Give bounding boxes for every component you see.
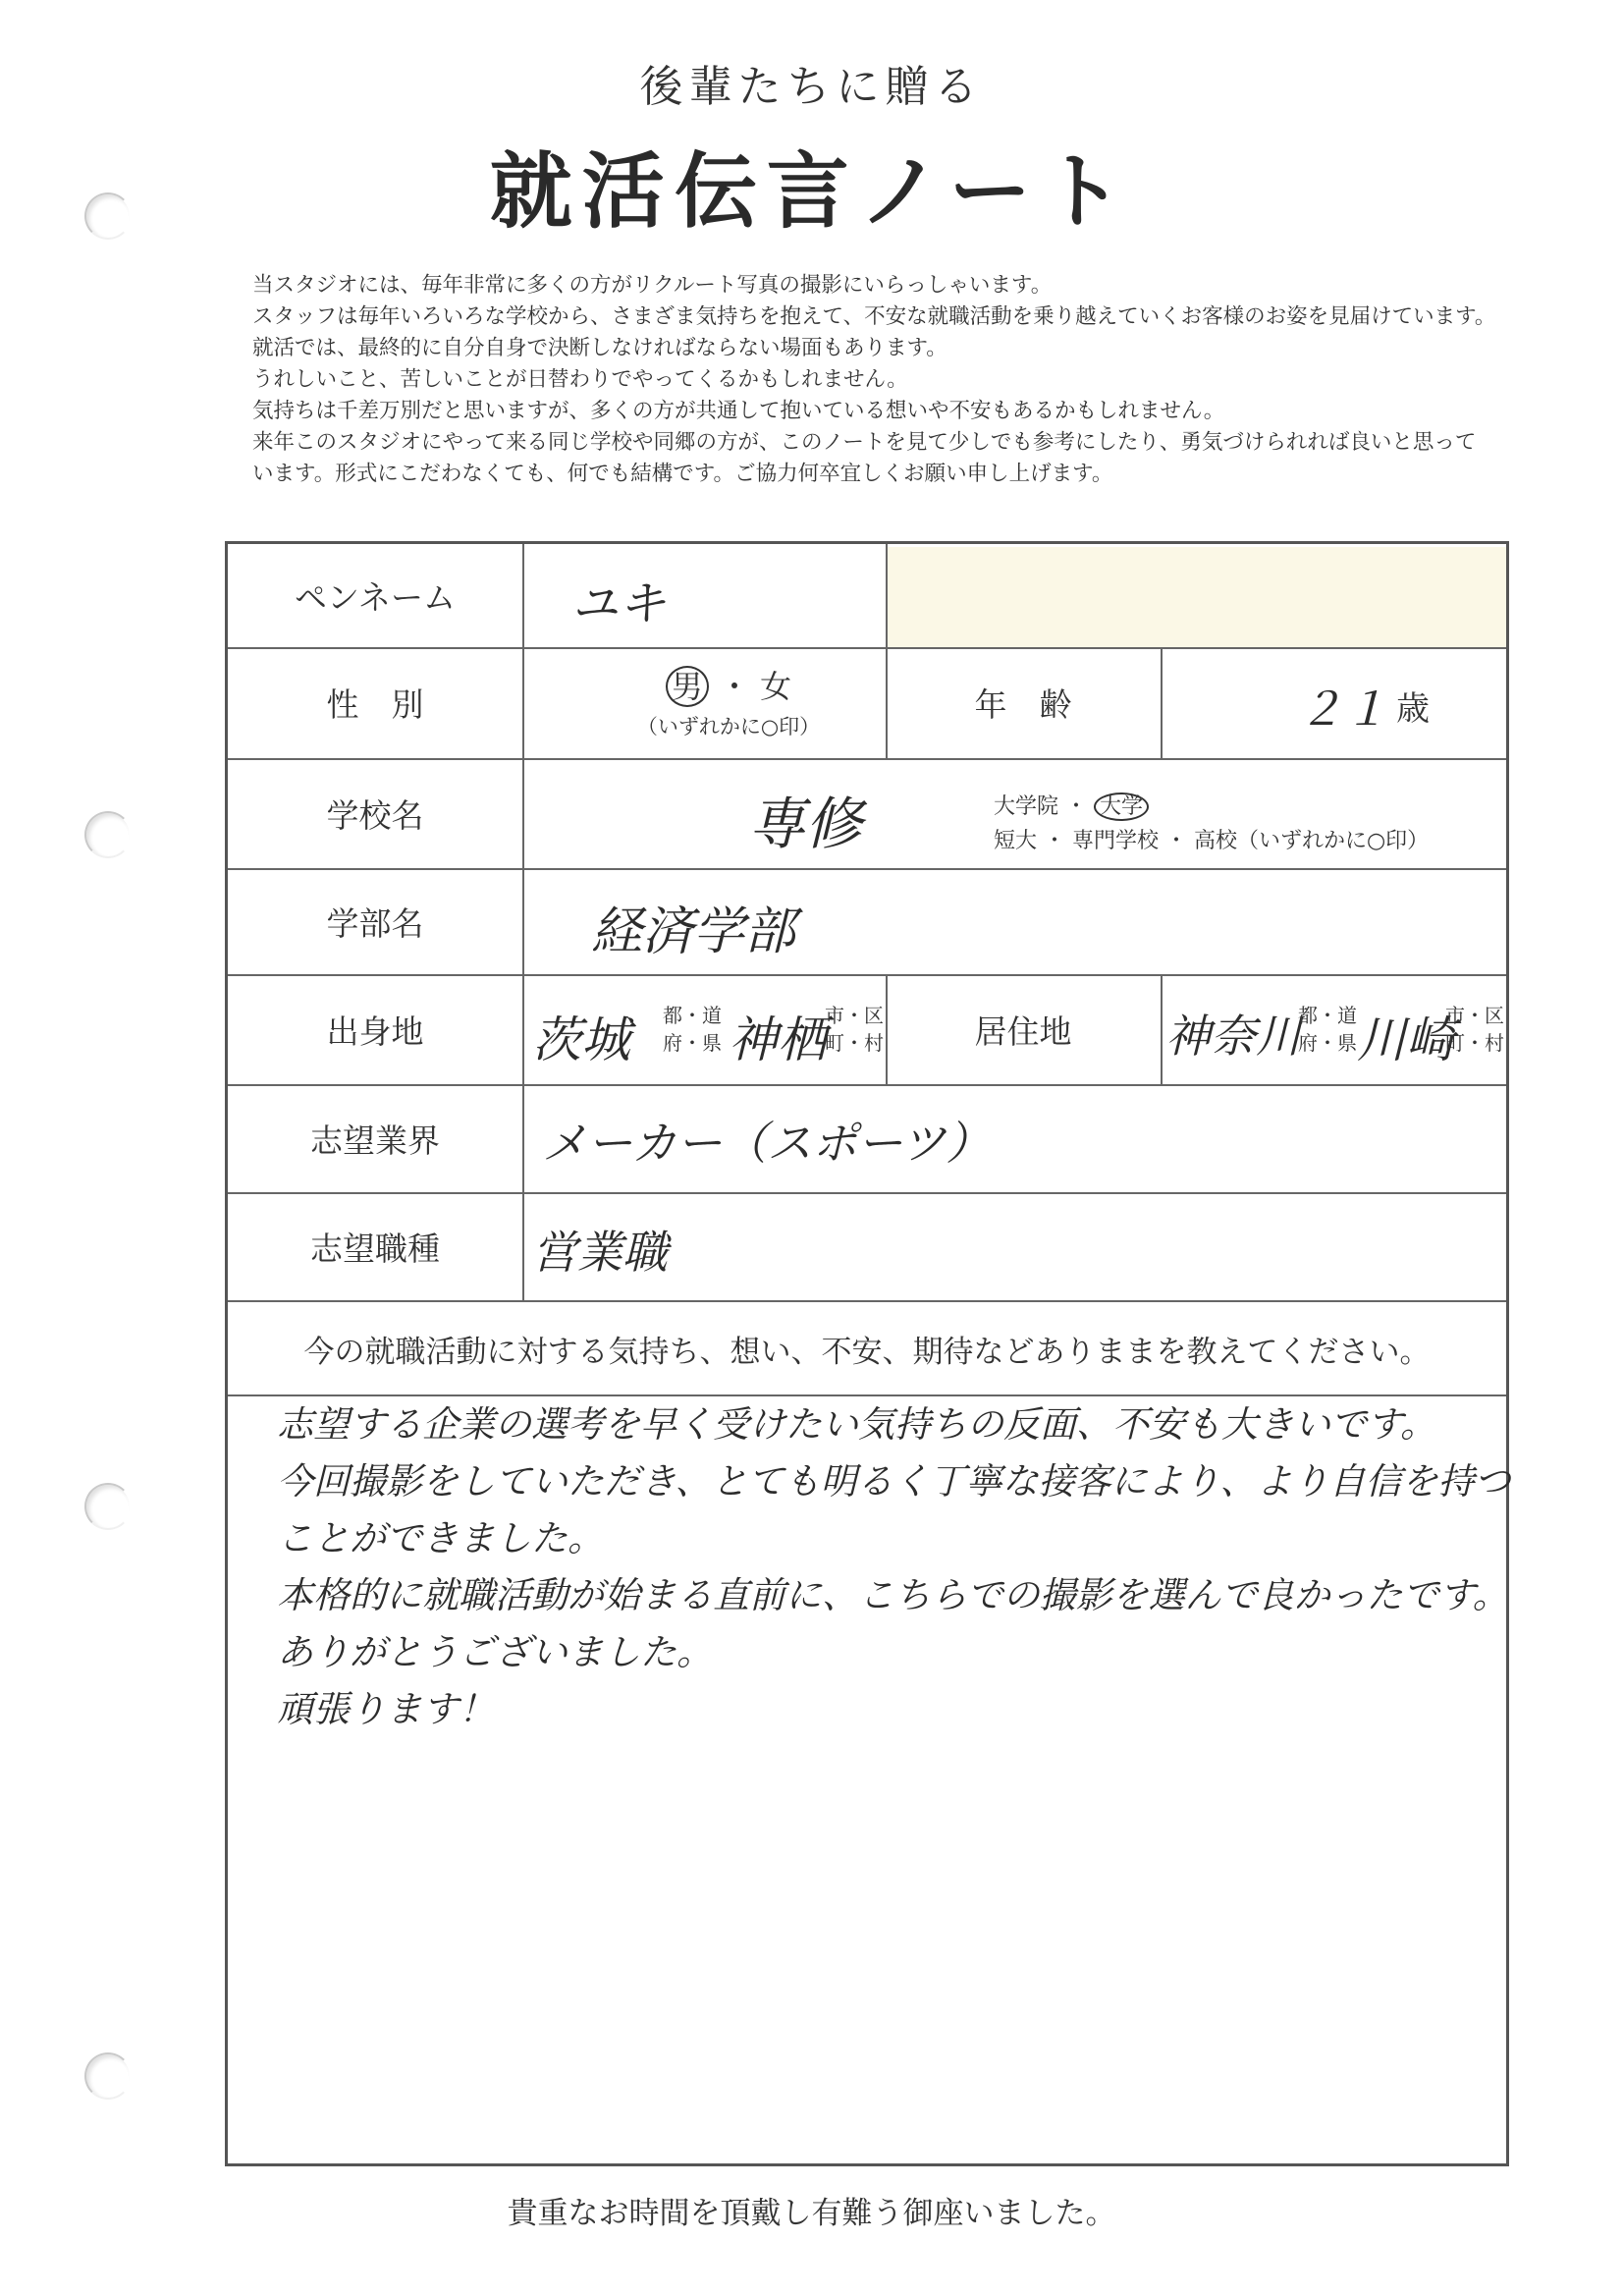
faculty-label: 学部名	[326, 903, 424, 943]
binder-hole-4	[84, 2052, 132, 2100]
pref-suffix-bottom: 府・県	[1298, 1031, 1357, 1055]
binder-hole-2	[84, 811, 132, 858]
answer-line: ことができました。	[277, 1517, 604, 1559]
hometown-label: 出身地	[326, 1011, 424, 1051]
gender-note: （いずれかに○印）	[636, 715, 821, 738]
column-divider	[1161, 647, 1163, 758]
age-value: ２１	[1298, 683, 1388, 736]
feelings-answer	[277, 1396, 1511, 1738]
blank-highlight-cell	[886, 547, 1506, 647]
intro-line: 来年このスタジオにやって来る同じ学校や同郷の方が、このノートを見て少しでも参考にしたり、勇気づけられれば良いと思って	[252, 430, 1477, 455]
pref-suffix-top: 都・道	[663, 1004, 722, 1027]
footer-thanks: 貴重なお時間を頂戴し有難う御座いました。	[507, 2196, 1116, 2231]
residence-prefecture: 神奈川	[1165, 1010, 1301, 1063]
school-type-line1	[994, 790, 1149, 820]
hometown-pref-suffix	[663, 1002, 722, 1057]
pen-name-value: ユキ	[571, 576, 667, 631]
industry-label: 志望業界	[310, 1121, 440, 1160]
hometown-city-suffix	[825, 1002, 884, 1057]
gender-options	[611, 662, 846, 707]
gender-label: 性 別	[326, 685, 424, 724]
school-type-graduate: 大学院	[994, 794, 1059, 819]
intro-line: スタッフは毎年いろいろな学校から、さまざま気持ちを抱えて、不安な就職活動を乗り越えていくお客様のお姿を見届けています。	[252, 304, 1496, 329]
gender-dot: ・	[718, 668, 750, 705]
binder-hole-3	[84, 1483, 132, 1530]
job-type-label: 志望職種	[310, 1229, 440, 1268]
answer-line: 志望する企業の選考を早く受けたい気持ちの反面、不安も大きいです。	[277, 1403, 1437, 1446]
intro-line: 当スタジオには、毎年非常に多くの方がリクルート写真の撮影にいらっしゃいます。	[252, 273, 1053, 298]
column-divider	[1161, 974, 1163, 1084]
school-type-dot: ・	[1065, 794, 1088, 819]
page-title: 就活伝言ノート	[489, 143, 1134, 240]
residence-city: 川崎	[1357, 1011, 1455, 1068]
age-unit: 歳	[1396, 689, 1430, 729]
industry-value: メーカー（スポーツ）	[542, 1117, 992, 1170]
intro-line: うれしいこと、苦しいことが日替わりでやってくるかもしれません。	[252, 367, 908, 392]
intro-line: 就活では、最終的に自分自身で決断しなければならない場面もあります。	[252, 336, 947, 360]
city-suffix-top: 市・区	[825, 1004, 884, 1027]
row-divider	[228, 1300, 1506, 1302]
answer-line: 今回撮影をしていただき、とても明るく丁寧な接客により、より自信を持つ	[277, 1460, 1511, 1503]
school-type-line2: 短大 ・ 専門学校 ・ 高校（いずれかに○印）	[994, 829, 1430, 853]
school-value: 専修	[748, 791, 863, 857]
faculty-value: 経済学部	[591, 902, 796, 961]
pref-suffix-top: 都・道	[1298, 1004, 1357, 1027]
residence-pref-suffix	[1298, 1002, 1357, 1057]
intro-text	[252, 270, 1597, 490]
intro-line: います。形式にこだわなくても、何でも結構です。ご協力何卒宜しくお願い申し上げます。	[252, 462, 1113, 486]
column-divider	[522, 544, 524, 1300]
gender-male: 男	[666, 666, 709, 707]
school-label: 学校名	[326, 795, 424, 835]
hometown-city: 神栖	[729, 1011, 827, 1068]
residence-city-suffix	[1445, 1002, 1504, 1057]
feelings-question: 今の就職活動に対する気持ち、想い、不安、期待などありままを教えてください。	[303, 1335, 1431, 1370]
answer-line: 本格的に就職活動が始まる直前に、こちらでの撮影を選んで良かったです。	[277, 1574, 1509, 1616]
job-type-value: 営業職	[532, 1226, 668, 1279]
intro-line: 気持ちは千差万別だと思いますが、多くの方が共通して抱いている想いや不安もあるかもしれません。	[252, 399, 1225, 423]
message-form	[225, 541, 1509, 2166]
page-subtitle: 後輩たちに贈る	[639, 62, 984, 112]
hometown-prefecture: 茨城	[532, 1011, 630, 1068]
city-suffix-bottom: 町・村	[825, 1031, 884, 1055]
gender-female: 女	[760, 668, 792, 705]
age-label: 年 齢	[974, 685, 1072, 724]
city-suffix-top: 市・区	[1445, 1004, 1504, 1027]
pref-suffix-bottom: 府・県	[663, 1031, 722, 1055]
answer-line: ありがとうございました。	[277, 1631, 713, 1673]
pen-name-label: ペンネーム	[294, 578, 456, 617]
residence-label: 居住地	[974, 1011, 1072, 1051]
city-suffix-bottom: 町・村	[1445, 1031, 1504, 1055]
answer-line: 頑張ります！	[277, 1688, 495, 1730]
school-type-university: 大学	[1094, 793, 1149, 821]
